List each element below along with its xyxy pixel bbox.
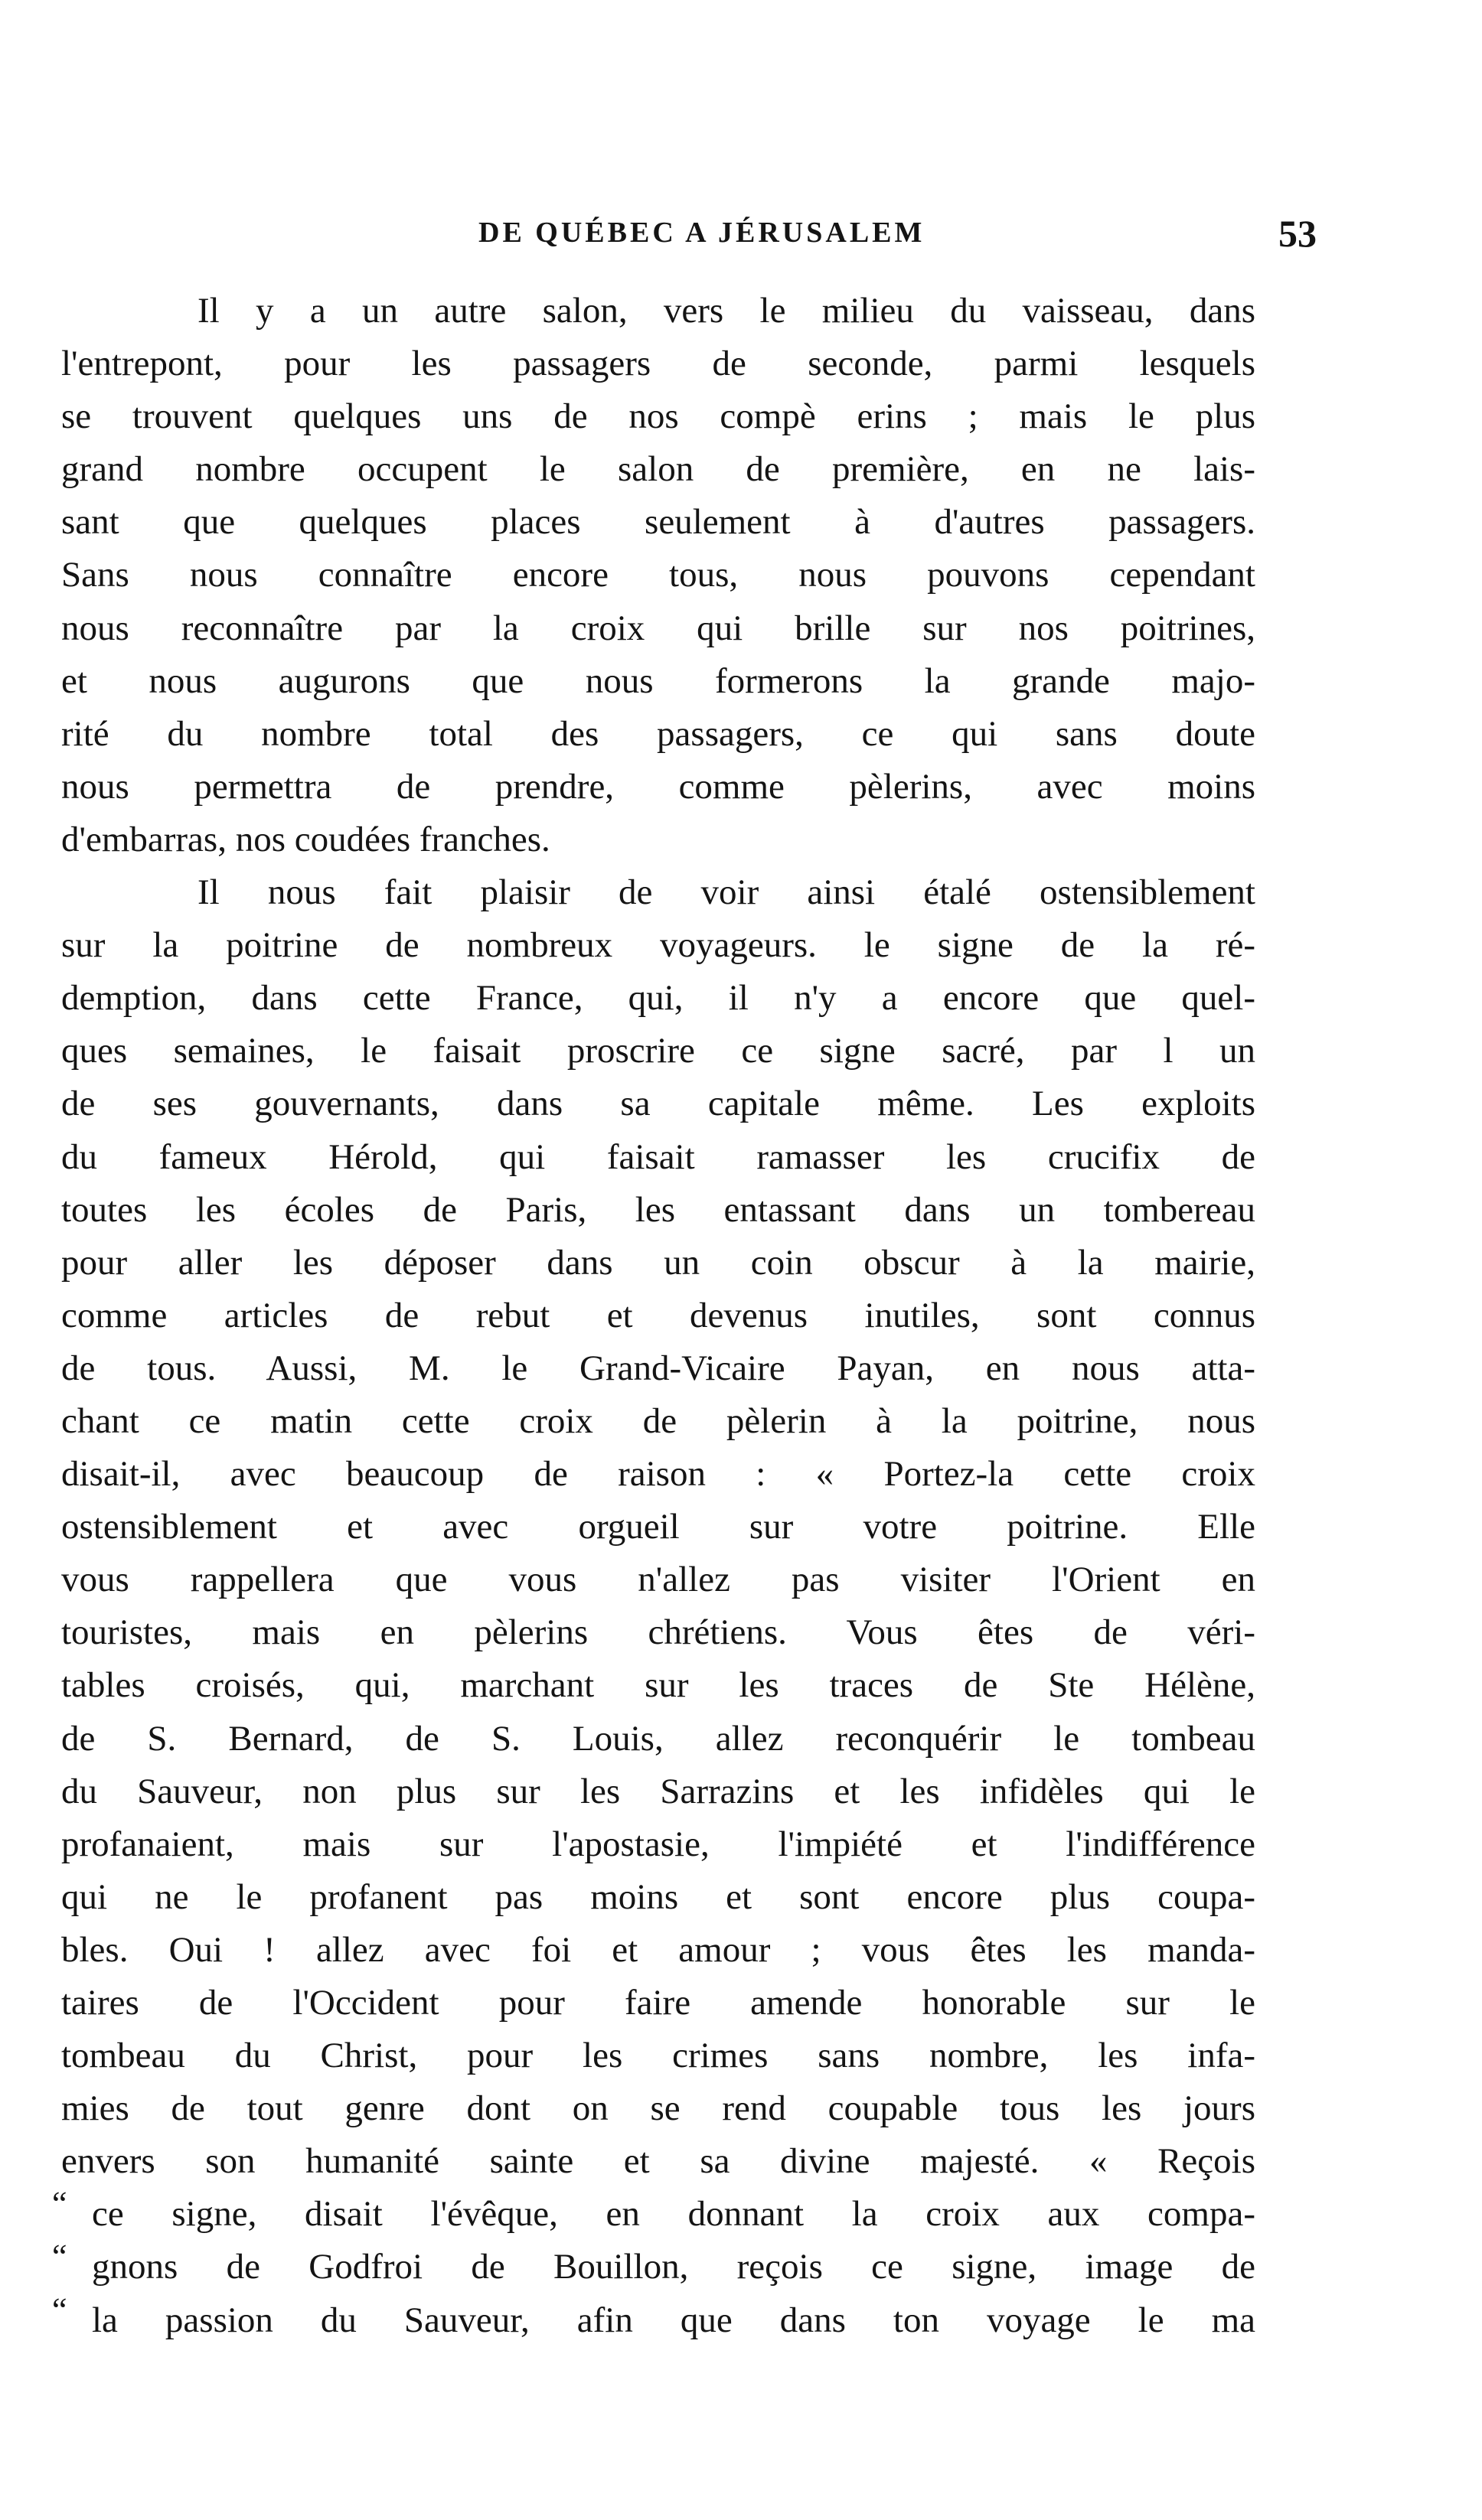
body-text (52, 285, 1255, 2347)
text-line: tombeau du Christ, pour les crimes sans nombre, les infa- (61, 2036, 1255, 2076)
text-line: la passion du Sauveur, afin que dans ton voyage le ma (92, 2300, 1255, 2340)
text-line: ques semaines, le faisait proscrire ce signe sacré, par l un (61, 1031, 1255, 1071)
text-line: du fameux Hérold, qui faisait ramasser les crucifix de (61, 1136, 1255, 1177)
text-line: sant que quelques places seulement à d'autres passagers. (61, 502, 1255, 543)
text-line: vous rappellera que vous n'allez pas visiter l'Orient en (61, 1560, 1255, 1600)
text-line: tables croisés, qui, marchant sur les traces de Ste Hélène, (61, 1665, 1255, 1706)
text-line: toutes les écoles de Paris, les entassant dans un tombereau (61, 1189, 1255, 1230)
text-line: mies de tout genre dont on se rend coupable tous les jours (61, 2088, 1255, 2129)
text-line: de S. Bernard, de S. Louis, allez reconquérir le tombeau (61, 1718, 1255, 1759)
text-line: du Sauveur, non plus sur les Sarrazins et les infidèles qui le (61, 1771, 1255, 1811)
quote-mark: “ (52, 2290, 67, 2329)
text-line: qui ne le profanent pas moins et sont encore plus coupa- (61, 1876, 1255, 1917)
quoted-text-line (52, 2290, 1255, 2347)
text-line: envers son humanité sainte et sa divine majesté. « Reçois (61, 2141, 1255, 2182)
text-line: pour aller les déposer dans un coin obscur à la mairie, (61, 1242, 1255, 1283)
text-line: Il y a un autre salon, vers le milieu du vaisseau, dans (197, 291, 1255, 331)
text-line: rité du nombre total des passagers, ce qui sans doute (61, 713, 1255, 754)
text-line: comme articles de rebut et devenus inutiles, sont connus (61, 1295, 1255, 1335)
text-line: de ses gouvernants, dans sa capitale même. Les exploits (61, 1084, 1255, 1124)
text-line: touristes, mais en pèlerins chrétiens. Vous êtes de véri- (61, 1612, 1255, 1653)
text-line: grand nombre occupent le salon de première, en ne lais- (61, 449, 1255, 490)
quote-mark: “ (52, 2238, 67, 2276)
text-line: demption, dans cette France, qui, il n'y a encore que quel- (61, 978, 1255, 1019)
text-line: de tous. Aussi, M. le Grand-Vicaire Payan, en nous atta- (61, 1348, 1255, 1388)
quoted-text-line (52, 2238, 1255, 2293)
text-line: se trouvent quelques uns de nos compè erins ; mais le plus (61, 396, 1255, 437)
text-line: ce signe, disait l'évêque, en donnant la croix aux compa- (92, 2194, 1255, 2235)
text-line: profanaient, mais sur l'apostasie, l'impiété et l'indifférence (61, 1824, 1255, 1864)
text-line: gnons de Godfroi de Bouillon, reçois ce signe, image de (92, 2247, 1255, 2287)
text-line: ostensiblement et avec orgueil sur votre poitrine. Elle (61, 1507, 1255, 1547)
text-line: Il nous fait plaisir de voir ainsi étalé ostensiblement (197, 872, 1255, 913)
running-header (61, 212, 1317, 262)
text-line: d'embarras, nos coudées franches. (61, 819, 550, 859)
text-line: Sans nous connaître encore tous, nous pouvons cependant (61, 555, 1255, 595)
text-line: nous permettra de prendre, comme pèlerins, avec moins (61, 766, 1255, 807)
text-line: taires de l'Occident pour faire amende honorable sur le (61, 1983, 1255, 2023)
text-line: l'entrepont, pour les passagers de seconde, parmi lesquels (61, 344, 1255, 384)
text-line: et nous augurons que nous formerons la grande majo- (61, 660, 1255, 701)
text-line: disait-il, avec beaucoup de raison : « Portez-la cette croix (61, 1454, 1255, 1495)
running-title: DE QUÉBEC A JÉRUSALEM (478, 217, 925, 249)
quote-mark: “ (52, 2185, 67, 2223)
text-line: nous reconnaître par la croix qui brille sur nos poitrines, (61, 608, 1255, 648)
text-line: chant ce matin cette croix de pèlerin à la poitrine, nous (61, 1400, 1255, 1441)
page-number: 53 (1278, 212, 1317, 255)
text-line: sur la poitrine de nombreux voyageurs. le signe de la ré- (61, 925, 1255, 966)
quoted-text-line (52, 2185, 1255, 2241)
text-line: bles. Oui ! allez avec foi et amour ; vous êtes les manda- (61, 1929, 1255, 1970)
